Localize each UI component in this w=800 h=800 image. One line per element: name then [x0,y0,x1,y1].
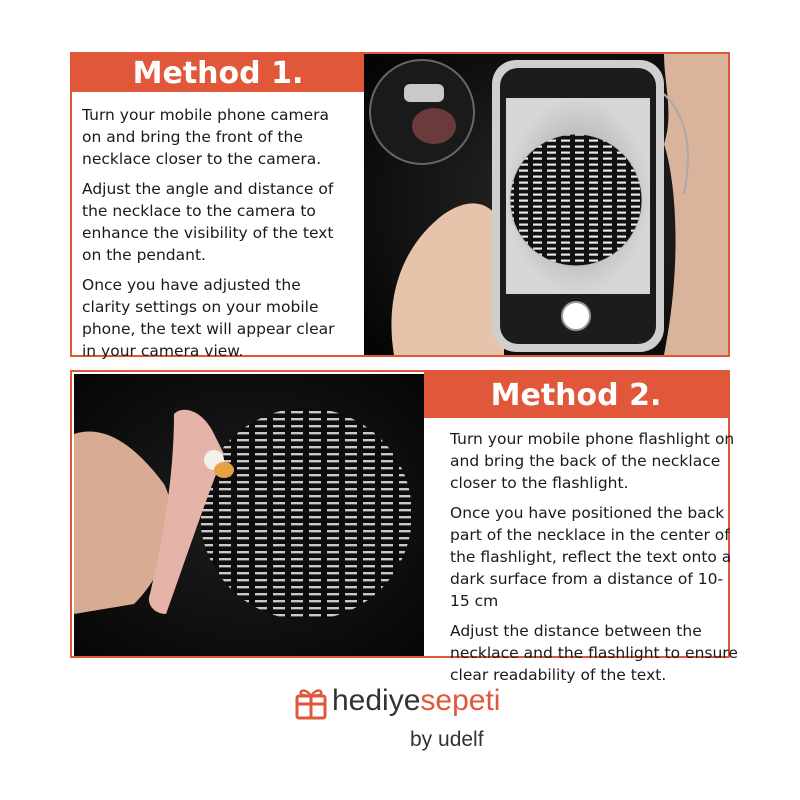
method2-step3: Adjust the distance between the necklace and the flashlight to ensure clear readability of the text. [450,622,738,684]
flashlight-projection-photo [74,374,424,656]
method1-title: Method 1. [72,54,364,92]
method2-panel [70,370,738,684]
method1-instructions [82,104,352,370]
brand-byline: by udelf [410,728,484,751]
method2-instructions [450,428,740,694]
brand-name [332,684,500,718]
phone-camera-photo [364,54,728,355]
method2-title: Method 2. [424,372,728,418]
gift-icon [294,684,328,720]
brand-name-part2: sepeti [420,684,501,717]
method1-step2: Adjust the angle and distance of the necklace to the camera to enhance the visibility of the text on the pendant. [82,180,334,264]
method1-step1: Turn your mobile phone camera on and bring the front of the necklace closer to the camera. [82,106,330,168]
brand-logo [0,676,800,776]
method2-step1: Turn your mobile phone flashlight on and bring the back of the necklace closer to the flashlight. [450,430,735,492]
method1-step3: Once you have adjusted the clarity settings on your mobile phone, the text will appear clear in your camera view. [82,276,335,360]
method1-panel [70,52,730,360]
method2-step2: Once you have positioned the back part of the necklace in the center of the flashlight, reflect the text onto a dark surface from a distance of 10-15 cm [450,504,732,610]
brand-name-part1: hediye [332,684,421,717]
